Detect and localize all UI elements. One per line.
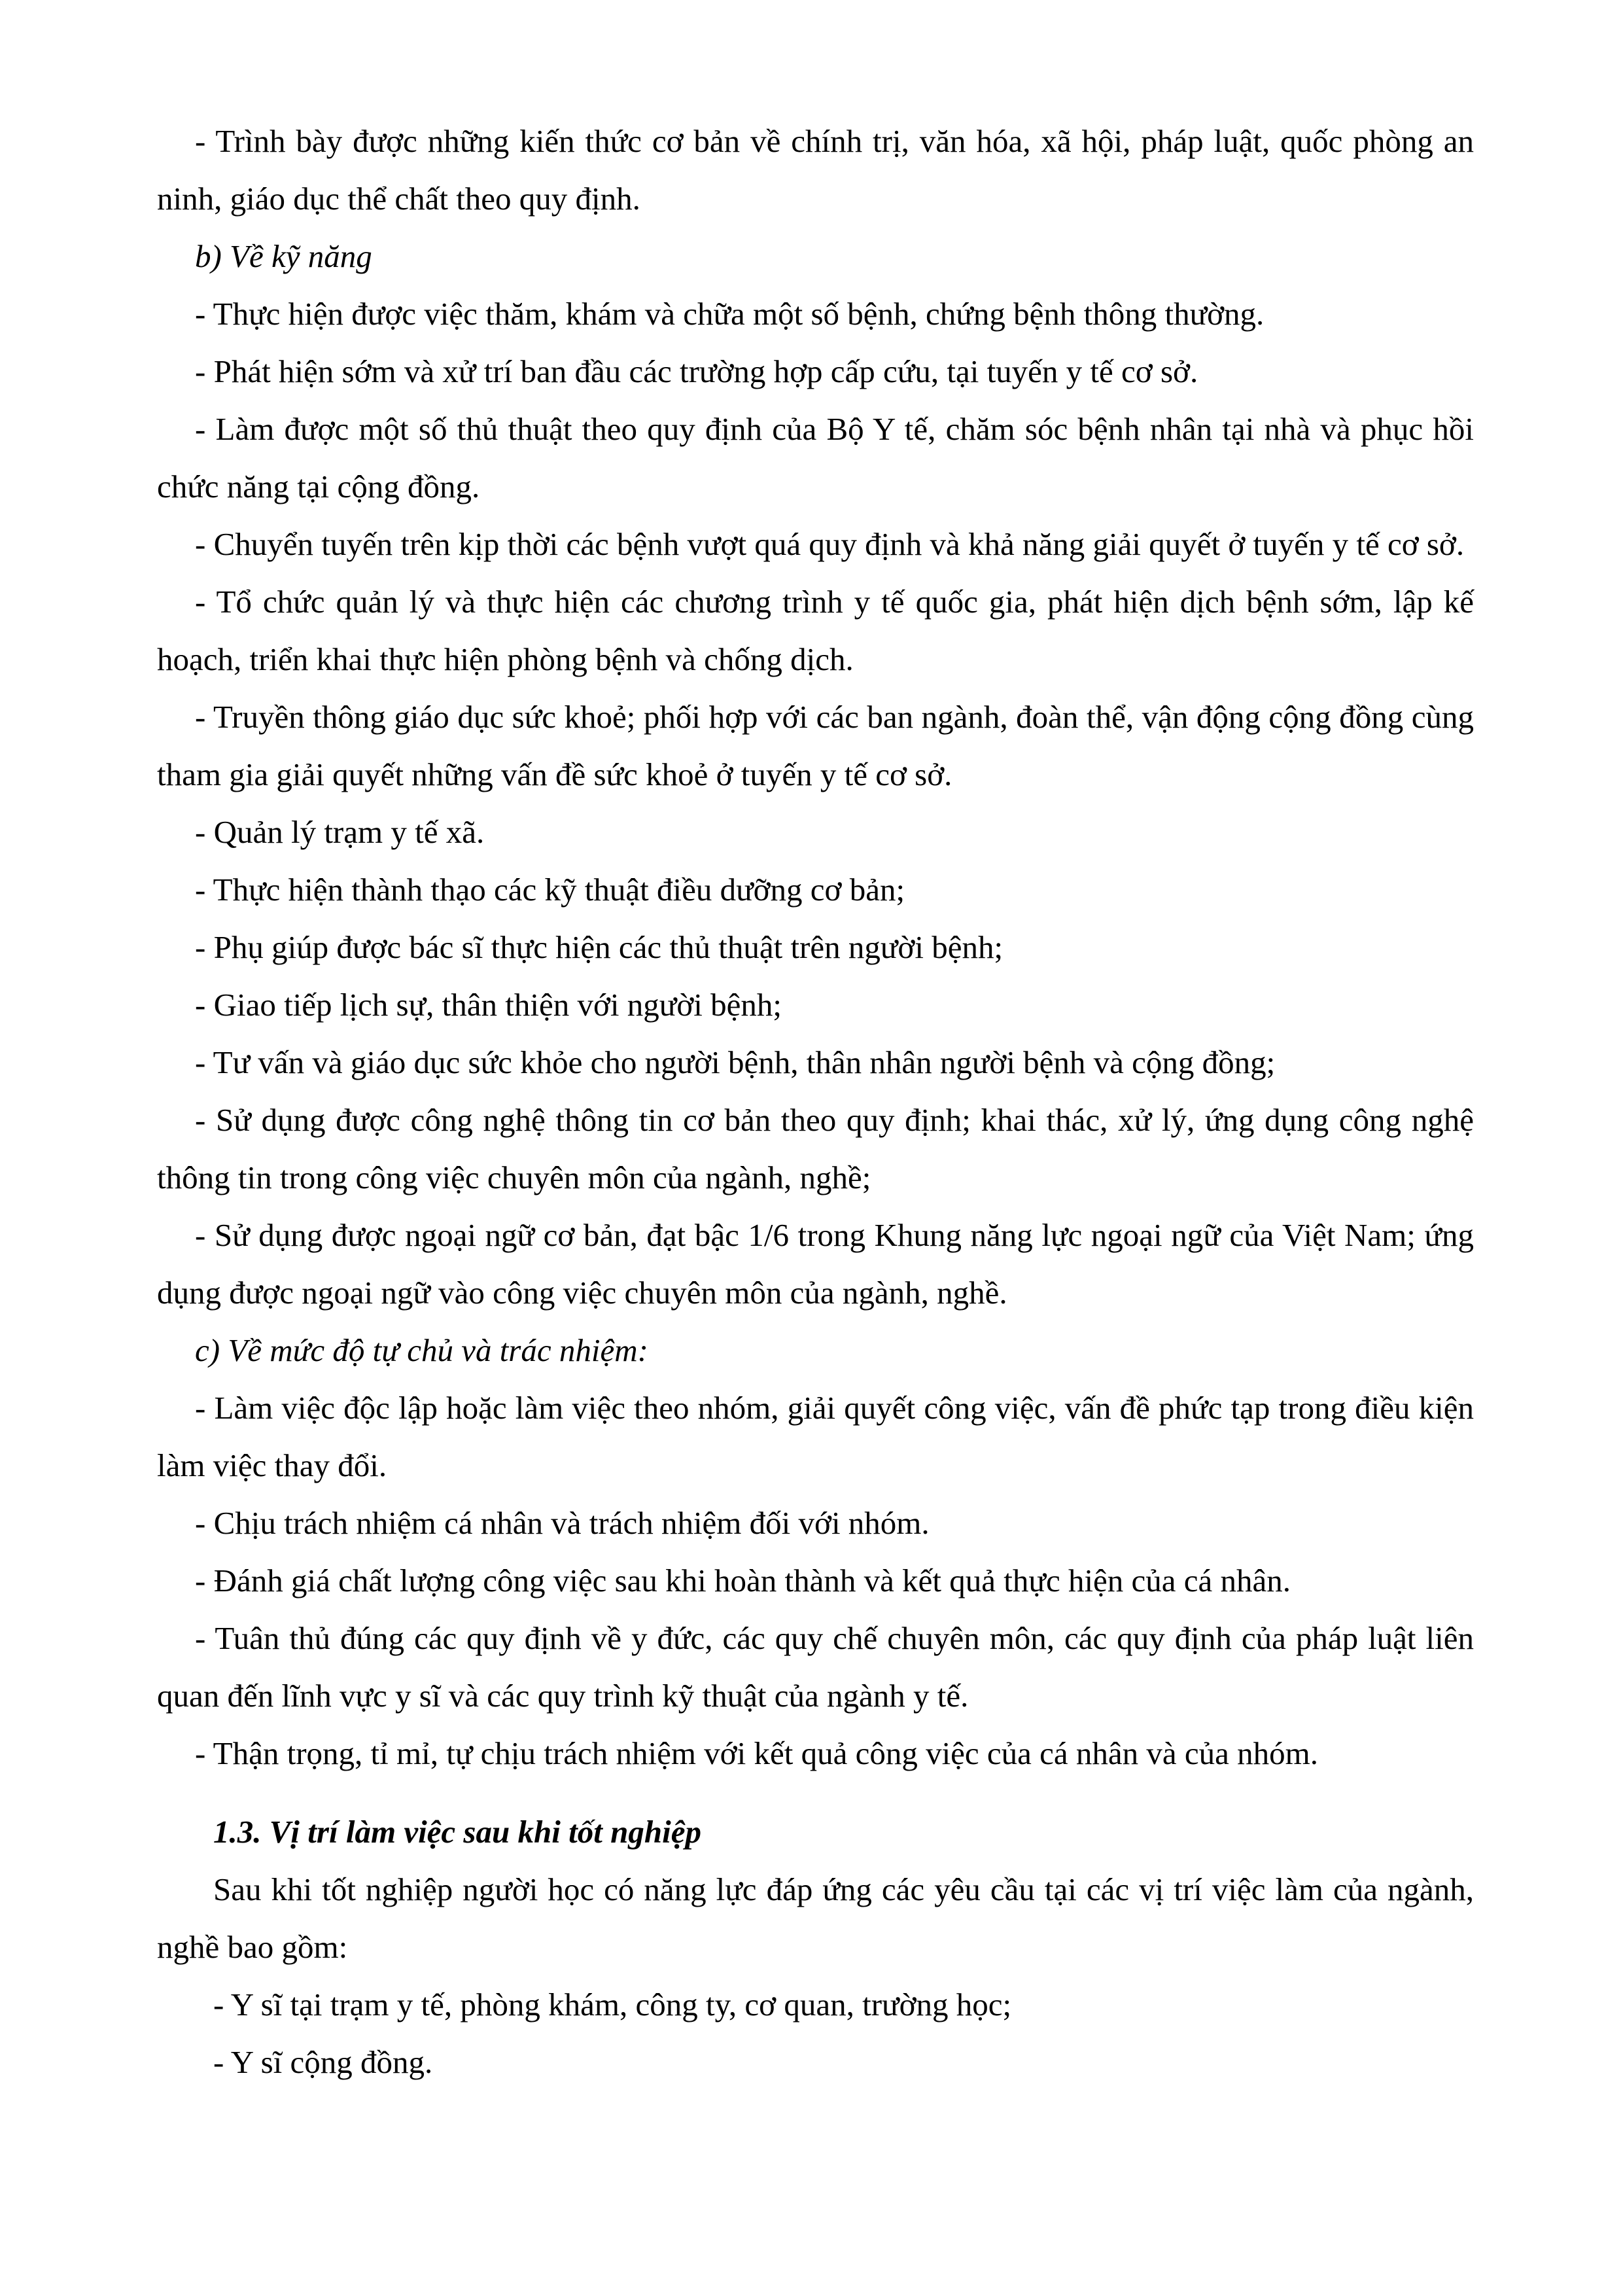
- section-heading-1-3: 1.3. Vị trí làm việc sau khi tốt nghiệp: [213, 1814, 701, 1850]
- skills-item: - Thực hiện thành thạo các kỹ thuật điều dưỡng cơ bản;: [195, 872, 905, 908]
- knowledge-item: - Trình bày được những kiến thức cơ bản về chính trị, văn hóa, xã hội, pháp luật, quốc phòng an ninh, giáo dục thể chất theo quy định.: [157, 123, 1474, 217]
- skills-item: - Tổ chức quản lý và thực hiện các chương trình y tế quốc gia, phát hiện dịch bệnh sớm, lập kế hoạch, triển khai thực hiện phòng bệnh và chống dịch.: [157, 584, 1474, 677]
- autonomy-item: - Thận trọng, tỉ mỉ, tự chịu trách nhiệm với kết quả công việc của cá nhân và của nhóm.: [195, 1735, 1319, 1771]
- skills-item: - Phụ giúp được bác sĩ thực hiện các thủ thuật trên người bệnh;: [195, 929, 1003, 965]
- skills-item: - Sử dụng được công nghệ thông tin cơ bản theo quy định; khai thác, xử lý, ứng dụng công nghệ thông tin trong công việc chuyên môn của ngành, nghề;: [157, 1102, 1474, 1195]
- skills-item: - Sử dụng được ngoại ngữ cơ bản, đạt bậc 1/6 trong Khung năng lực ngoại ngữ của Việt Nam; ứng dụng được ngoại ngữ vào công việc chuyên môn của ngành, nghề.: [157, 1217, 1474, 1311]
- section-intro: Sau khi tốt nghiệp người học có năng lực đáp ứng các yêu cầu tại các vị trí việc làm của ngành, nghề bao gồm:: [157, 1871, 1474, 1965]
- autonomy-item: - Chịu trách nhiệm cá nhân và trách nhiệm đối với nhóm.: [195, 1505, 930, 1541]
- autonomy-subheading: c) Về mức độ tự chủ và trác nhiệm:: [195, 1332, 648, 1368]
- skills-item: - Thực hiện được việc thăm, khám và chữa một số bệnh, chứng bệnh thông thường.: [195, 296, 1265, 332]
- job-role-item: - Y sĩ cộng đồng.: [213, 2044, 433, 2080]
- skills-item: - Chuyển tuyến trên kịp thời các bệnh vượt quá quy định và khả năng giải quyết ở tuyến y tế cơ sở.: [195, 526, 1465, 562]
- skills-item: - Làm được một số thủ thuật theo quy định của Bộ Y tế, chăm sóc bệnh nhân tại nhà và phục hồi chức năng tại cộng đồng.: [157, 411, 1474, 504]
- autonomy-item: - Đánh giá chất lượng công việc sau khi hoàn thành và kết quả thực hiện của cá nhân.: [195, 1563, 1291, 1598]
- skills-item: - Truyền thông giáo dục sức khoẻ; phối hợp với các ban ngành, đoàn thể, vận động cộng đồng cùng tham gia giải quyết những vấn đề sức khoẻ ở tuyến y tế cơ sở.: [157, 699, 1474, 792]
- skills-item: - Phát hiện sớm và xử trí ban đầu các trường hợp cấp cứu, tại tuyến y tế cơ sở.: [195, 353, 1198, 389]
- skills-subheading: b) Về kỹ năng: [195, 238, 372, 274]
- skills-item: - Quản lý trạm y tế xã.: [195, 814, 485, 850]
- skills-item: - Tư vấn và giáo dục sức khỏe cho người bệnh, thân nhân người bệnh và cộng đồng;: [195, 1044, 1276, 1080]
- autonomy-item: - Làm việc độc lập hoặc làm việc theo nhóm, giải quyết công việc, vấn đề phức tạp trong điều kiện làm việc thay đổi.: [157, 1390, 1474, 1483]
- skills-item: - Giao tiếp lịch sự, thân thiện với người bệnh;: [195, 987, 782, 1023]
- job-role-item: - Y sĩ tại trạm y tế, phòng khám, công ty, cơ quan, trường học;: [213, 1987, 1012, 2022]
- autonomy-item: - Tuân thủ đúng các quy định về y đức, các quy chế chuyên môn, các quy định của pháp luật liên quan đến lĩnh vực y sĩ và các quy trình kỹ thuật của ngành y tế.: [157, 1620, 1474, 1714]
